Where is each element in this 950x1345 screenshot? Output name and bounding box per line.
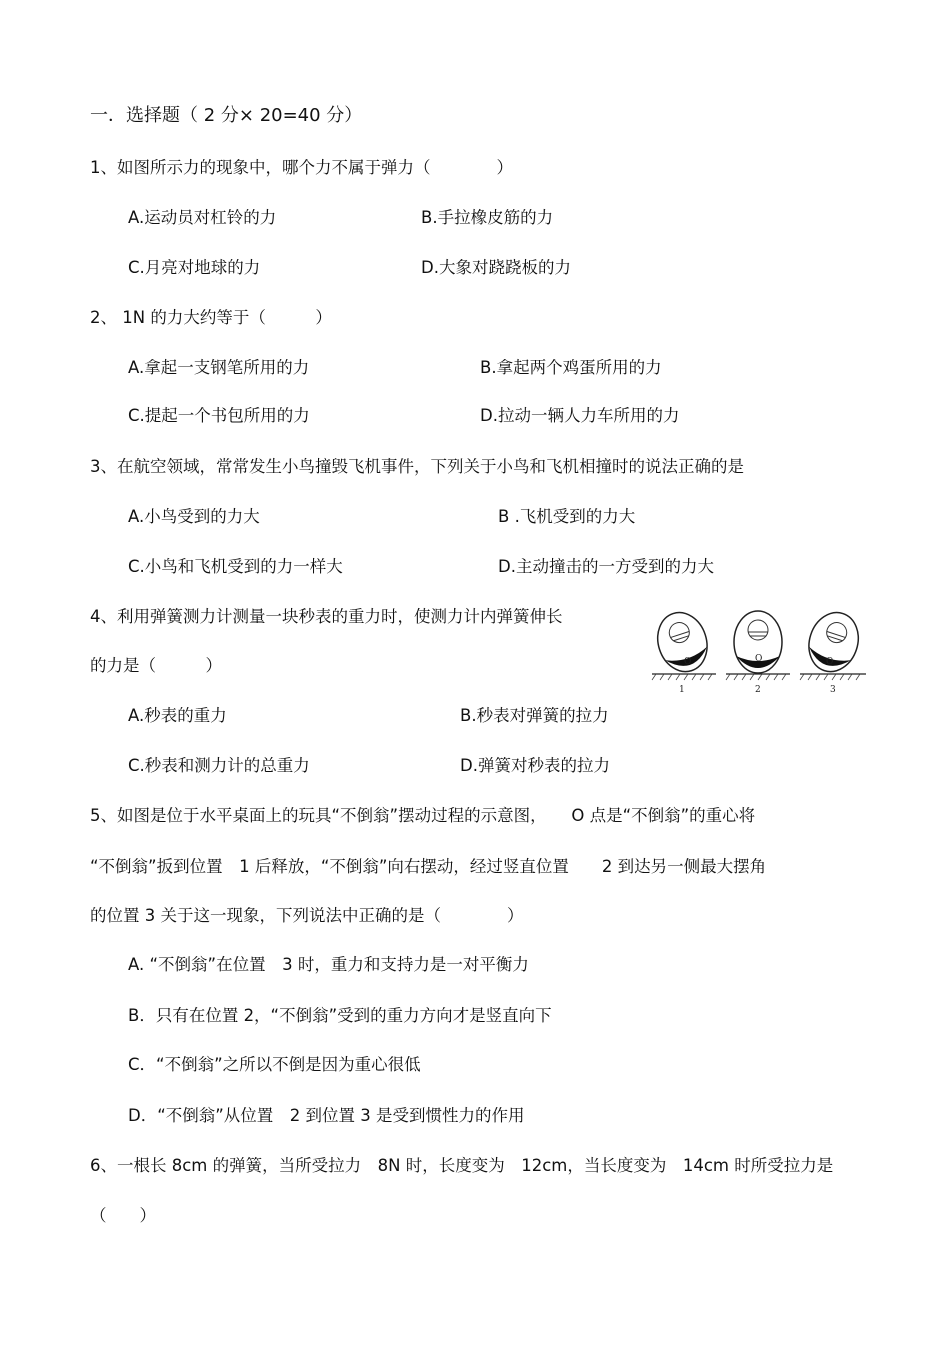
q2-option-d: D.拉动一辆人力车所用的力 xyxy=(480,406,680,425)
q2-option-a: A.拿起一支钢笔所用的力 xyxy=(128,358,310,377)
q3-option-c: C.小鸟和飞机受到的力一样大 xyxy=(128,557,343,576)
center-label-3: O xyxy=(826,657,834,667)
tumbler-figure xyxy=(650,604,868,696)
q2-option-c: C.提起一个书包所用的力 xyxy=(128,406,310,425)
q1-option-c: C.月亮对地球的力 xyxy=(128,258,261,277)
q1-option-d: D.大象对跷跷板的力 xyxy=(421,258,571,277)
question-4-stem-line1: 4、利用弹簧测力计测量一块秒表的重力时，使测力计内弹簧伸长 xyxy=(90,607,563,626)
question-4-stem-line2: 的力是（ ） xyxy=(90,656,222,675)
question-5-line1: 5、如图是位于水平桌面上的玩具“不倒翁”摆动过程的示意图， O 点是“不倒翁”的重心将 xyxy=(90,806,756,825)
q4-option-a: A.秒表的重力 xyxy=(128,706,227,725)
q5-option-d: D．“不倒翁”从位置 2 到位置 3 是受到惯性力的作用 xyxy=(128,1106,525,1125)
q4-option-b: B.秒表对弹簧的拉力 xyxy=(460,706,609,725)
q3-option-b: B .飞机受到的力大 xyxy=(498,507,636,526)
center-label-1: O xyxy=(684,657,692,667)
figure-label-2: 2 xyxy=(755,685,761,695)
q3-option-a: A.小鸟受到的力大 xyxy=(128,507,260,526)
q5-option-c: C．“不倒翁”之所以不倒是因为重心很低 xyxy=(128,1055,421,1074)
question-6-line1: 6、一根长 8cm 的弹簧，当所受拉力 8N 时，长度变为 12cm，当长度变为 14cm 时所受拉力是 xyxy=(90,1156,834,1175)
q4-option-c: C.秒表和测力计的总重力 xyxy=(128,756,310,775)
tumbler-3 xyxy=(802,606,866,678)
question-3-stem: 3、在航空领域，常常发生小鸟撞毁飞机事件，下列关于小鸟和飞机相撞时的说法正确的是 xyxy=(90,457,744,476)
figure-label-1: 1 xyxy=(679,685,685,695)
center-label-2: O xyxy=(755,654,763,664)
q5-option-b: B．只有在位置 2，“不倒翁”受到的重力方向才是竖直向下 xyxy=(128,1006,552,1025)
q2-option-b: B.拿起两个鸡蛋所用的力 xyxy=(480,358,662,377)
question-5-line2: “不倒翁”扳到位置 1 后释放，“不倒翁”向右摆动，经过竖直位置 2 到达另一侧最大摆角 xyxy=(90,857,767,876)
question-5-line3: 的位置 3 关于这一现象，下列说法中正确的是（ ） xyxy=(90,906,524,925)
question-2-stem: 2、 1N 的力大约等于（ ） xyxy=(90,308,332,327)
section-title: 一．选择题（ 2 分× 20=40 分） xyxy=(90,105,363,126)
question-6-line2: （ ） xyxy=(90,1206,156,1225)
figure-label-3: 3 xyxy=(830,685,836,695)
q4-option-d: D.弹簧对秒表的拉力 xyxy=(460,756,610,775)
tumbler-1 xyxy=(650,606,714,678)
question-1-stem: 1、如图所示力的现象中，哪个力不属于弹力（ ） xyxy=(90,158,513,177)
q1-option-b: B.手拉橡皮筋的力 xyxy=(421,208,554,227)
q3-option-d: D.主动撞击的一方受到的力大 xyxy=(498,557,714,576)
q5-option-a: A. “不倒翁”在位置 3 时，重力和支持力是一对平衡力 xyxy=(128,955,529,974)
q1-option-a: A.运动员对杠铃的力 xyxy=(128,208,277,227)
